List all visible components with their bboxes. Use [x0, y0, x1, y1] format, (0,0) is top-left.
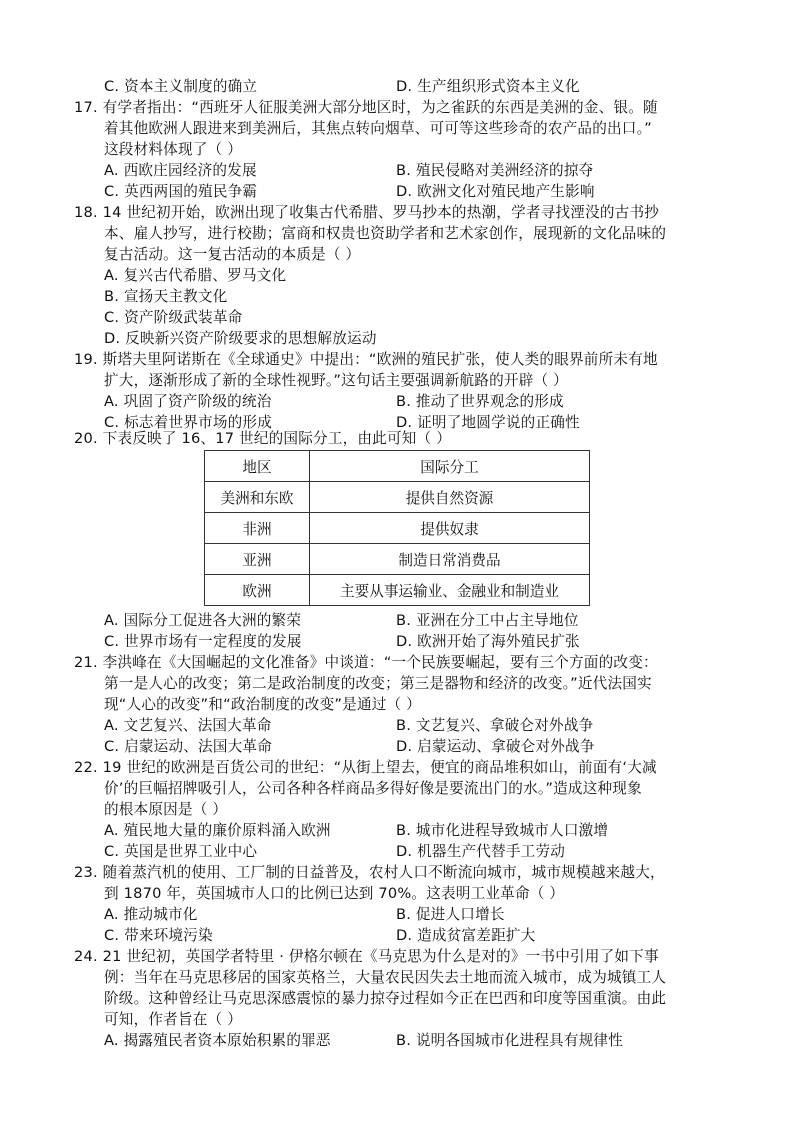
q20-stem-line1: 20. 下表反映了 16、17 世纪的国际分工，由此可知（ ）	[74, 430, 451, 447]
q19-option-b: B. 推动了世界观念的形成	[396, 393, 564, 410]
q20-option-c: C. 世界市场有一定程度的发展	[104, 633, 302, 650]
q19-option-d: D. 证明了地圆学说的正确性	[396, 414, 580, 431]
q23-stem-line1: 23. 随着蒸汽机的使用、工厂制的日益普及，农村人口不断流向城市，城市规模越来越大，	[74, 864, 665, 881]
q18-option-c: C. 资产阶级武装革命	[104, 309, 243, 326]
q23-option-a: A. 推动城市化	[104, 906, 198, 923]
table-header-row	[205, 451, 590, 482]
q19-stem-line2: 扩大，逐渐形成了新的全球性视野。”这句话主要强调新航路的开辟（ ）	[104, 372, 568, 389]
table-cell-division: 提供奴隶	[310, 513, 590, 544]
q23-option-d: D. 造成贫富差距扩大	[396, 927, 536, 944]
table-cell-division: 主要从事运输业、金融业和制造业	[310, 575, 590, 606]
q18-stem-line3: 复古活动。这一复古活动的本质是（ ）	[104, 246, 361, 263]
q23-option-c: C. 带来环境污染	[104, 927, 213, 944]
q17-stem-line1: 17. 有学者指出：“西班牙人征服美洲大部分地区时，为之雀跃的东西是美洲的金、银。随	[74, 99, 658, 116]
q21-option-d: D. 启蒙运动、拿破仑对外战争	[396, 738, 595, 755]
q18-stem-line1: 18. 14 世纪初开始，欧洲出现了收集古代希腊、罗马抄本的热潮，学者寻找湮没的古书抄	[74, 204, 660, 221]
table-cell-region: 美洲和东欧	[205, 482, 310, 513]
q22-stem-line2: 价’的巨幅招牌吸引人，公司各种各样商品多得好像是要流出门的水。”造成这种现象	[104, 780, 642, 797]
q20-option-b: B. 亚洲在分工中占主导地位	[396, 612, 579, 629]
q19-stem-line1: 19. 斯塔夫里阿诺斯在《全球通史》中提出：“欧洲的殖民扩张，使人类的眼界前所未有地	[74, 351, 658, 368]
q24-stem-line1: 24. 21 世纪初，英国学者特里 · 伊格尔顿在《马克思为什么是对的》一书中引用了如下事	[74, 948, 659, 965]
q22-option-b: B. 城市化进程导致城市人口激增	[396, 822, 609, 839]
q18-stem-line2: 本、雇人抄写，进行校勘；富商和权贵也资助学者和艺术家创作，展现新的文化品味的	[104, 225, 667, 242]
q18-option-a: A. 复兴古代希腊、罗马文化	[104, 267, 287, 284]
q21-stem-line3: 现“人心的改变”和“政治制度的改变”是通过（ ）	[104, 696, 421, 713]
table-row	[205, 513, 590, 544]
q21-option-c: C. 启蒙运动、法国大革命	[104, 738, 273, 755]
q24-stem-line2: 例：当年在马克思移居的国家英格兰，大量农民因失去土地而流入城市，成为城镇工人	[104, 969, 667, 986]
q22-option-a: A. 殖民地大量的廉价原料涌入欧洲	[104, 822, 331, 839]
q24-option-b: B. 说明各国城市化进程具有规律性	[396, 1032, 624, 1049]
q18-option-b: B. 宣扬天主教文化	[104, 288, 228, 305]
q24-option-a: A. 揭露殖民者资本原始积累的罪恶	[104, 1032, 331, 1049]
division-of-labor-table	[204, 450, 590, 606]
q23-option-b: B. 促进人口增长	[396, 906, 505, 923]
q22-stem-line1: 22. 19 世纪的欧洲是百货公司的世纪：“从街上望去，便宜的商品堆积如山，前面有‘大减	[74, 759, 657, 776]
table-row	[205, 544, 590, 575]
q22-option-c: C. 英国是世界工业中心	[104, 843, 258, 860]
q24-stem-line3: 阶级。这种曾经让马克思深感震惊的暴力掠夺过程如今正在巴西和印度等国重演。由此	[104, 990, 667, 1007]
q21-stem-line2: 第一是人心的改变；第二是政治制度的改变；第三是器物和经济的改变。”近代法国实	[104, 675, 652, 692]
q22-option-d: D. 机器生产代替手工劳动	[396, 843, 566, 860]
q24-stem-line4: 可知，作者旨在（ ）	[104, 1011, 242, 1028]
q17-stem-line3: 这段材料体现了（ ）	[104, 141, 242, 158]
q17-option-b: B. 殖民侵略对美洲经济的掠夺	[396, 162, 594, 179]
table-header-cell: 国际分工	[310, 451, 590, 482]
q16-option-d: D. 生产组织形式资本主义化	[396, 78, 580, 95]
q21-option-a: A. 文艺复兴、法国大革命	[104, 717, 272, 734]
q21-option-b: B. 文艺复兴、拿破仑对外战争	[396, 717, 594, 734]
q19-option-a: A. 巩固了资产阶级的统治	[104, 393, 272, 410]
q23-stem-line2: 到 1870 年，英国城市人口的比例已达到 70%。这表明工业革命（ ）	[104, 885, 565, 902]
q21-stem-line1: 21. 李洪峰在《大国崛起的文化准备》中谈道：“一个民族要崛起，要有三个方面的改变：	[74, 654, 658, 671]
table-row	[205, 575, 590, 606]
table-cell-region: 亚洲	[205, 544, 310, 575]
table-cell-region: 欧洲	[205, 575, 310, 606]
q20-option-d: D. 欧洲开始了海外殖民扩张	[396, 633, 580, 650]
table-header-cell: 地区	[205, 451, 310, 482]
q17-option-a: A. 西欧庄园经济的发展	[104, 162, 257, 179]
q17-stem-line2: 着其他欧洲人跟进来到美洲后，其焦点转向烟草、可可等这些珍奇的农产品的出口。”	[104, 120, 652, 137]
table-row	[205, 482, 590, 513]
table-cell-division: 制造日常消费品	[310, 544, 590, 575]
q17-option-c: C. 英西两国的殖民争霸	[104, 183, 258, 200]
q18-option-d: D. 反映新兴资产阶级要求的思想解放运动	[104, 330, 377, 347]
table-cell-region: 非洲	[205, 513, 310, 544]
table-cell-division: 提供自然资源	[310, 482, 590, 513]
q22-stem-line3: 的根本原因是（ ）	[104, 801, 228, 818]
q17-option-d: D. 欧洲文化对殖民地产生影响	[396, 183, 595, 200]
q19-option-c: C. 标志着世界市场的形成	[104, 414, 273, 431]
q20-option-a: A. 国际分工促进各大洲的繁荣	[104, 612, 302, 629]
q16-option-c: C. 资本主义制度的确立	[104, 78, 258, 95]
